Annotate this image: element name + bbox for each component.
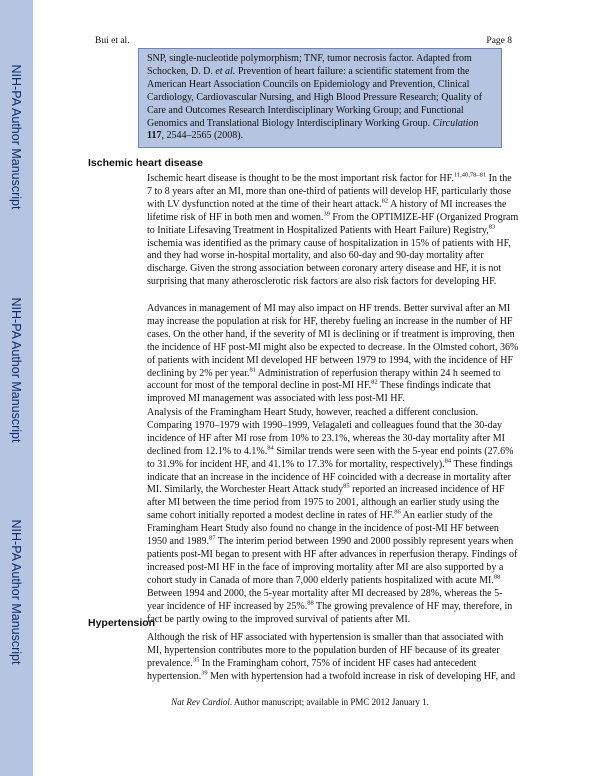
running-header-author: Bui et al. (95, 36, 130, 46)
citation-ref[interactable]: 82 (381, 197, 389, 205)
citation-ref[interactable]: 11,40,78–81 (453, 171, 487, 179)
section-heading-hypertension: Hypertension (88, 617, 156, 629)
citation-ref[interactable]: 82 (371, 379, 378, 387)
citation-ref[interactable]: 88 (307, 599, 314, 607)
citation-ref[interactable]: 86 (394, 508, 401, 516)
citation-ref[interactable]: 84 (444, 457, 452, 465)
citation-ref[interactable]: 84 (267, 444, 274, 452)
citation-ref[interactable]: 81 (249, 366, 256, 374)
paragraph-ischemic-3: Analysis of the Framingham Heart Study, however, reached a different conclusion. Comparing 1970–1979 with 1990–1999, Velagaleti and colleagues found that the 30-day incidence of HF after MI rose from 10% to 23.1%, whereas the 30-day mortality after MI declined from 12.1% to 4.1%.$^{84}$ Similar trends were seen with the 5-year end points (27.6% to 31.9% for incident HF, and 41.1% to 17.3% for mortality, respectively).$^{84}$ These findings indicate that an increase in the incidence of HF coincided with a decrease in mortality after MI. Similarly, the Worchester Heart Attack study$^{85}$ reported an increased incidence of HF after MI between the time period from 1975 to 2001, although an earlier study using the same cohort initially reported a modest decline in rates of HF.$^{86}$ An earlier study of the Framingham Heart Study also found no change in the incidence of post-MI HF between 1950 and 1989.87 The interim period between 1990 and 2000 possibly represent years when patients post-MI began to present with HF after advances in reperfusion therapy. Findings of increased post-MI HF in the face of improving mortality after MI are also supported by a cohort study in Canada of more than 7,000 elderly patients hospitalized with acute MI.$^{88}$ Between 1994 and 2000, the 5-year mortality after MI decreased by 28%, whereas the 5-year incidence of HF increased by 25%.$^{88}$ The growing prevalence of HF may, therefore, in fact be partly owing to the improved survival of patients after MI. (147, 407, 518, 625)
citation-ref[interactable]: 39 (201, 669, 208, 677)
paragraph-hypertension-1: Although the risk of HF associated with hypertension is smaller than that associated with MI, hypertension contributes more to the population burden of HF because of its greater prevalence.$^{35}$ In the Framingham cohort, 75% of incident HF cases had antecedent hypertension.$^{39}$ Men with hypertension had a twofold increase in risk of developing HF, and (147, 632, 516, 682)
citation-ref[interactable]: 88 (493, 573, 501, 581)
section-heading-ischemic: Ischemic heart disease (88, 157, 203, 169)
nih-sidebar: NIH-PA Author Manuscript NIH-PA Author Manuscript NIH-PA Author Manuscript (0, 0, 33, 776)
citation-ref[interactable]: 83 (488, 223, 496, 231)
citation-ref[interactable]: 87 (208, 534, 216, 542)
paragraph-ischemic-2: Advances in management of MI may also impact on HF trends. Better survival after an MI may increase the population at risk for HF, thereby fueling an increase in the number of HF cases. On the other hand, if the severity of MI is declining or if treatment is improving, then the incidence of HF post-MI might also be expected to decrease. In the Olmsted cohort, 36% of patients with incident MI developed HF between 1979 to 1994, with the incidence of HF declining by 2% per year.$^{81}$ Administration of reperfusion therapy within 24 h seemed to account for most of the temporal decline in post-MI HF.$^{82}$ These findings indicate that improved MI management was associated with less post-MI HF. (147, 303, 519, 405)
citation-ref[interactable]: 35 (192, 656, 200, 664)
citation-ref[interactable]: 85 (343, 483, 350, 491)
paragraph-ischemic-1: Ischemic heart disease is thought to be the most important risk factor for HF.$^{11,40,78-81}$ In the 7 to 8 years after an MI, more than one-third of patients will develop HF, particularly those with LV dysfunction noted at the time of their heart attack.$^{82}$ A history of MI increases the lifetime risk of HF in both men and women.$^{39}$ From the OPTIMIZE-HF (Organized Program to Initiate Lifesaving Treatment in Hospitalized Patients with Heart Failure) Registry,$^{83}$ ischemia was identified as the primary cause of hospitalization in 15% of patients with HF, and they had worse in-hospital mortality, and also 60-day and 90-day mortality after discharge. Given the strong association between coronary artery disease and HF, it is not surprising that many atherosclerotic risk factors are also risk factors for developing HF. (147, 171, 519, 288)
page-footer: Nat Rev Cardiol. Author manuscript; available in PMC 2012 January 1. (171, 697, 429, 707)
table-caption-box: SNP, single-nucleotide polymorphism; TNF, tumor necrosis factor. Adapted from Schocken, D. D. et al. Prevention of heart failure: a scientific statement from the American Heart Association Councils on Epidemiology and Prevention, Clinical Cardiology, Cardiovascular Nursing, and High Blood Pressure Research; Quality of Care and Outcomes Research Interdisciplinary Working Group; and Functional Genomics and Translational Biology Interdisciplinary Working Group. Circulation 117, 2544–2565 (2008). (138, 48, 502, 148)
citation-ref[interactable]: 39 (323, 210, 330, 218)
page-number: Page 8 (486, 36, 512, 46)
